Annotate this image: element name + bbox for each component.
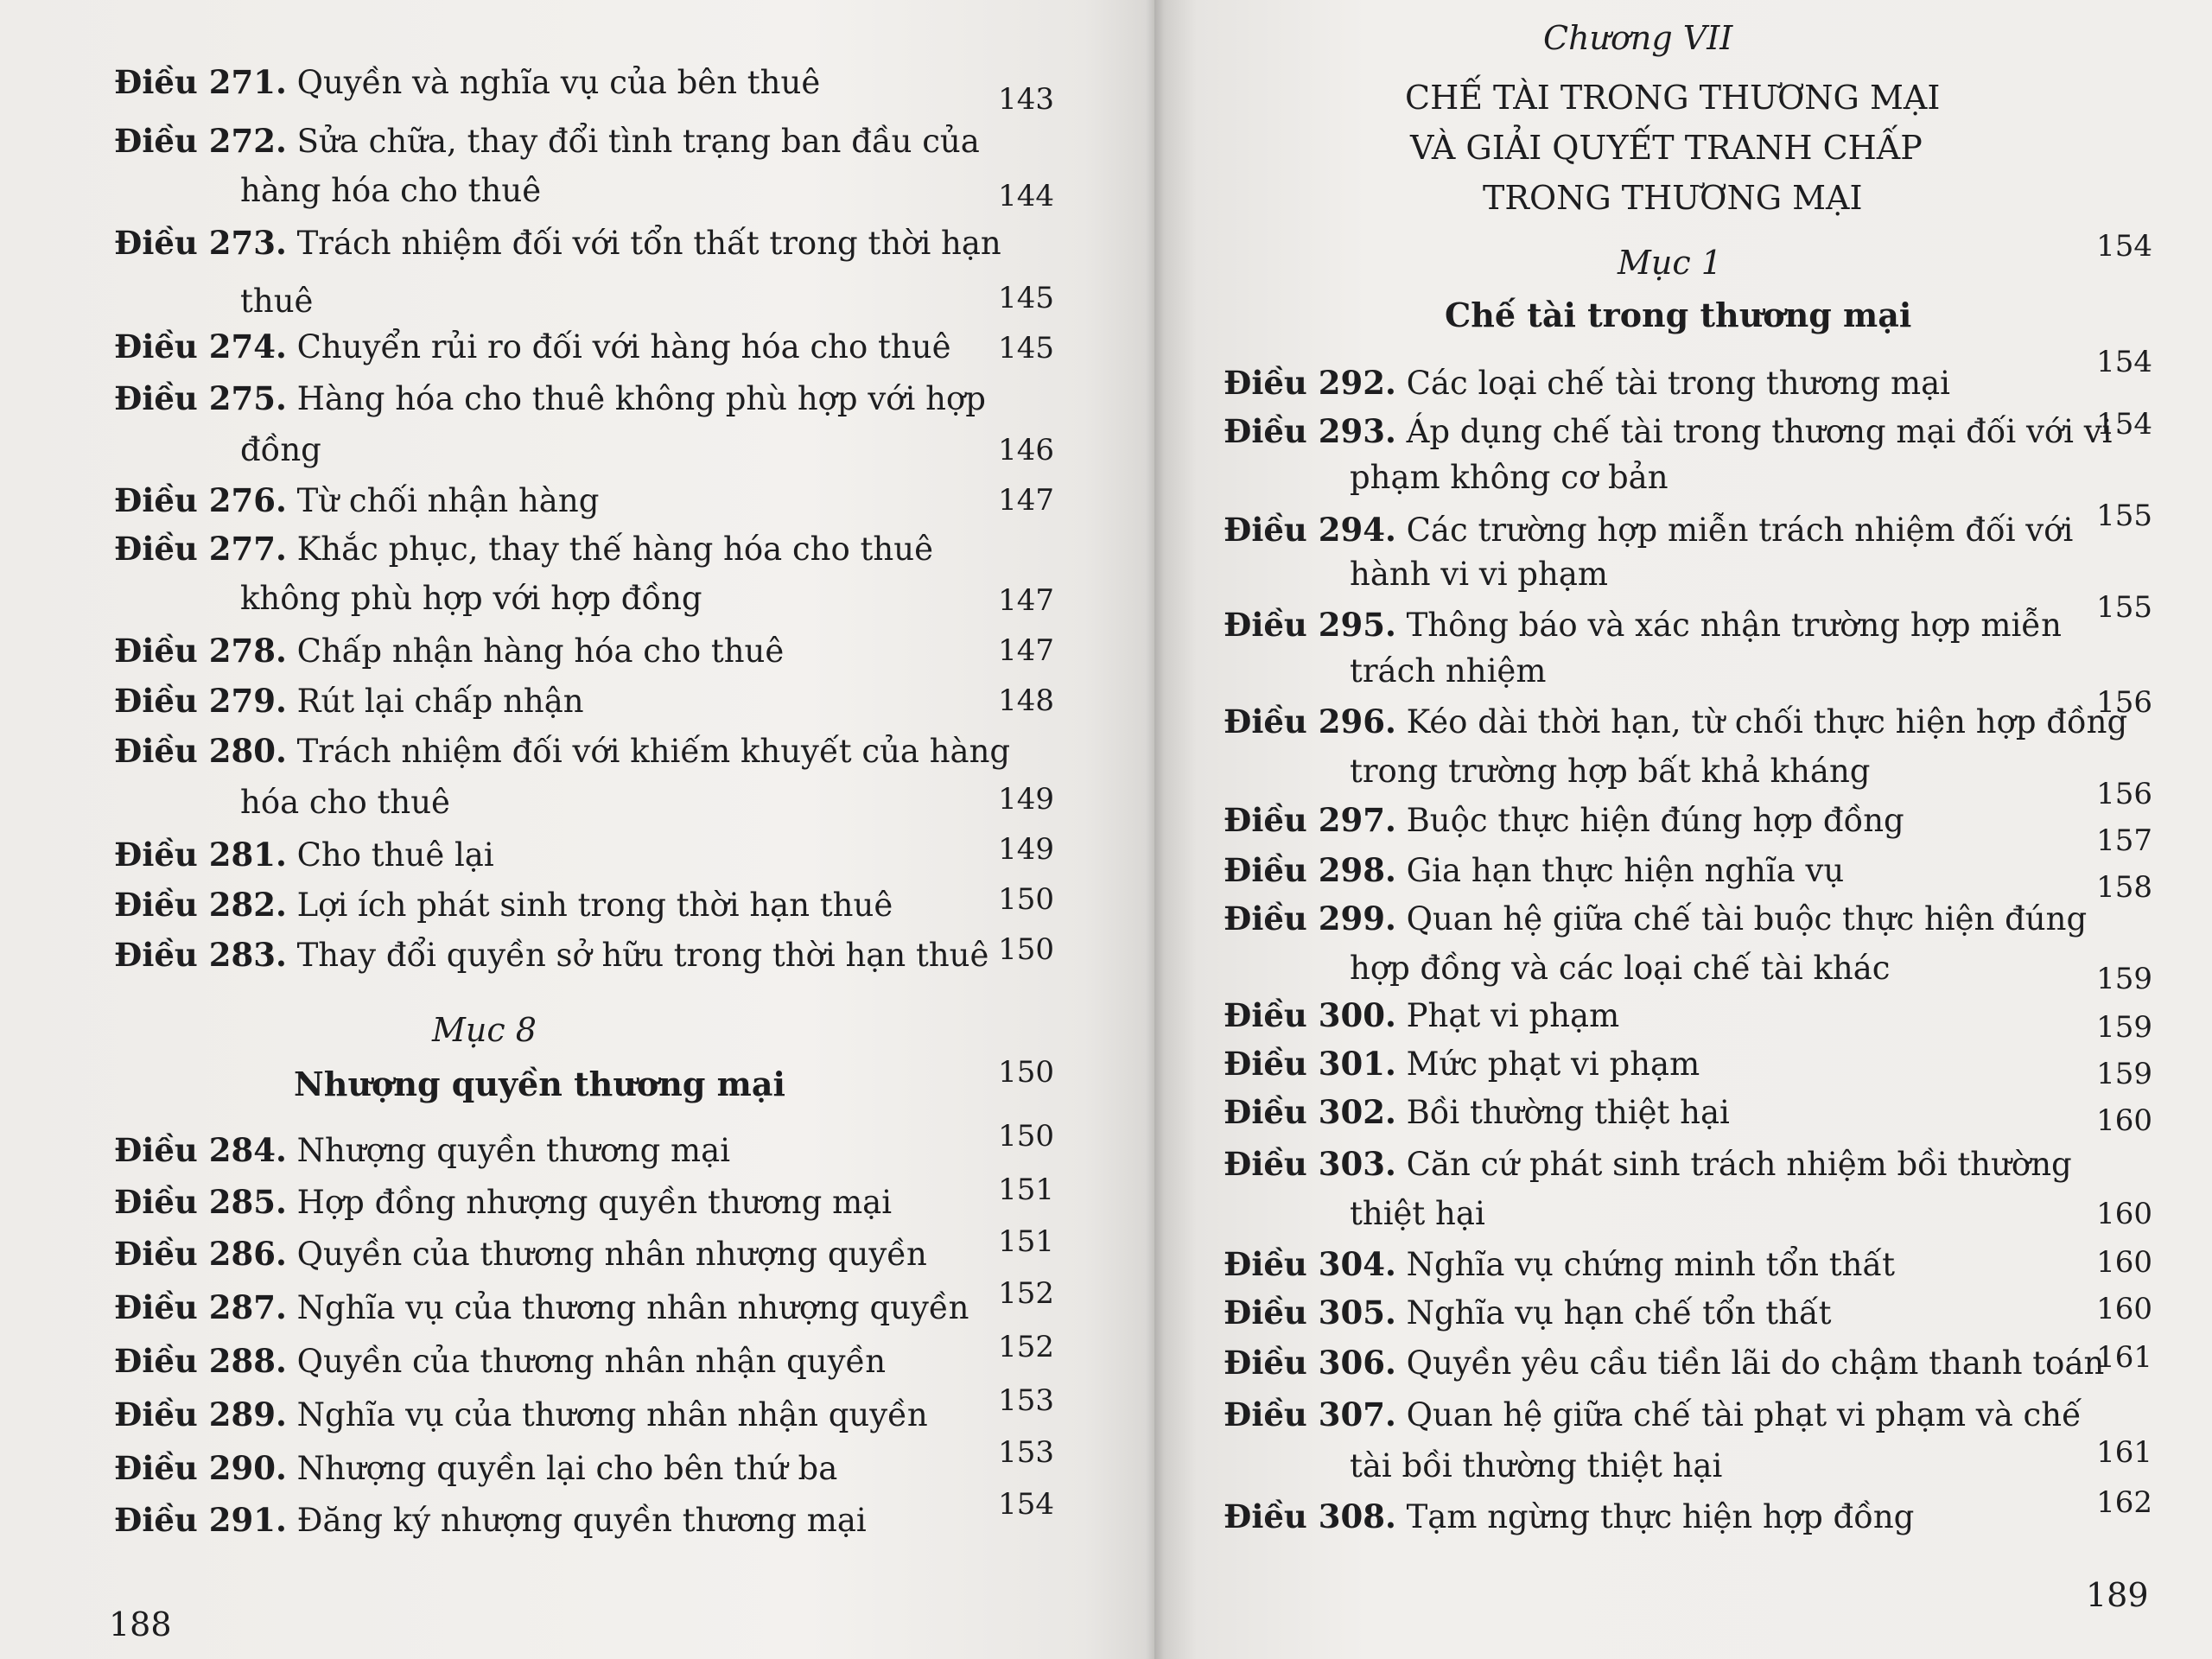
article-title: Mức phạt vi phạm [1406, 1046, 1700, 1083]
right-page [1154, 0, 2212, 1659]
page-number: 150 [998, 1119, 1054, 1154]
article-title: Hàng hóa cho thuê không phù hợp với hợp [296, 380, 986, 417]
article-number: Điều 298. [1224, 851, 1396, 889]
article-title: Rút lại chấp nhận [296, 683, 584, 720]
page-number: 149 [998, 832, 1054, 867]
toc-entry-continuation: đồng [240, 431, 321, 468]
toc-entry [1224, 800, 1904, 841]
article-title: Thông báo và xác nhận trường hợp miễn [1406, 607, 2062, 644]
article-title: Khắc phục, thay thế hàng hóa cho thuê [296, 531, 933, 568]
page-number: 146 [998, 433, 1054, 467]
article-title: Tạm ngừng thực hiện hợp đồng [1406, 1498, 1915, 1535]
article-number: Điều 288. [114, 1342, 287, 1380]
article-title: Cho thuê lại [296, 836, 494, 874]
article-number: Điều 294. [1224, 511, 1396, 549]
toc-entry [1224, 1343, 2104, 1383]
toc-entry-continuation: trách nhiệm [1350, 652, 1547, 690]
article-title: Nghĩa vụ hạn chế tổn thất [1406, 1294, 1832, 1332]
toc-entry [114, 1395, 928, 1435]
article-title: Đăng ký nhượng quyền thương mại [296, 1502, 867, 1539]
article-number: Điều 283. [114, 936, 287, 974]
toc-entry [1224, 363, 1950, 404]
page-number: 159 [2096, 1010, 2152, 1045]
article-number: Điều 289. [114, 1395, 287, 1433]
toc-entry [114, 1287, 969, 1328]
toc-entry-continuation: hợp đồng và các loại chế tài khác [1350, 950, 1891, 987]
article-number: Điều 292. [1224, 364, 1396, 402]
article-title: Phạt vi phạm [1406, 997, 1620, 1034]
article-title: Từ chối nhận hàng [296, 482, 600, 519]
page-number: 145 [998, 331, 1054, 365]
chapter-label: Chương VII [1543, 19, 1733, 57]
article-title: Các trường hợp miễn trách nhiệm đối với [1406, 512, 2074, 549]
section-label: Mục 1 [1618, 244, 1722, 282]
page-number: 150 [998, 932, 1054, 967]
article-title: Quan hệ giữa chế tài buộc thực hiện đúng [1406, 900, 2088, 938]
page-number: 155 [2096, 590, 2152, 625]
toc-entry [114, 885, 893, 925]
article-title: Hợp đồng nhượng quyền thương mại [296, 1184, 893, 1221]
article-number: Điều 302. [1224, 1093, 1396, 1131]
article-number: Điều 306. [1224, 1344, 1396, 1382]
page-number: 154 [2096, 407, 2152, 442]
section-title: Nhượng quyền thương mại [294, 1065, 785, 1103]
toc-entry [1224, 702, 2127, 742]
article-title: Buộc thực hiện đúng hợp đồng [1406, 802, 1904, 839]
article-number: Điều 278. [114, 632, 287, 670]
article-title: Trách nhiệm đối với tổn thất trong thời hạn [296, 225, 1001, 262]
article-title: Quyền của thương nhân nhượng quyền [296, 1236, 927, 1273]
article-number: Điều 303. [1224, 1145, 1396, 1183]
page-number: 153 [998, 1435, 1054, 1470]
toc-entry [114, 731, 1010, 772]
toc-entry [1224, 1395, 2082, 1435]
toc-entry [114, 529, 933, 569]
article-title: Quyền và nghĩa vụ của bên thuê [296, 64, 821, 101]
article-title: Nghĩa vụ của thương nhân nhượng quyền [296, 1289, 969, 1326]
article-number: Điều 291. [114, 1501, 287, 1539]
article-number: Điều 282. [114, 886, 287, 924]
toc-entry-continuation: không phù hợp với hợp đồng [240, 580, 702, 617]
page-number: 155 [2096, 499, 2152, 533]
article-title: Lợi ích phát sinh trong thời hạn thuê [296, 887, 893, 924]
article-number: Điều 297. [1224, 801, 1396, 839]
article-number: Điều 285. [114, 1183, 287, 1221]
article-number: Điều 279. [114, 682, 287, 720]
article-number: Điều 284. [114, 1131, 287, 1169]
page-number: 147 [998, 583, 1054, 618]
article-number: Điều 290. [114, 1449, 287, 1487]
article-number: Điều 286. [114, 1235, 287, 1273]
article-number: Điều 299. [1224, 899, 1396, 938]
toc-entry [114, 223, 1001, 264]
toc-entry [114, 631, 784, 671]
page-number: 157 [2096, 823, 2152, 858]
article-title: Quyền yêu cầu tiền lãi do chậm thanh toán [1406, 1344, 2105, 1382]
article-title: Sửa chữa, thay đổi tình trạng ban đầu của [296, 123, 980, 160]
page-number: 154 [2096, 345, 2152, 379]
chapter-title-line: VÀ GIẢI QUYẾT TRANH CHẤP [1410, 129, 1923, 167]
toc-entry [1224, 1092, 1730, 1133]
toc-entry-continuation: hóa cho thuê [240, 784, 450, 821]
article-number: Điều 308. [1224, 1497, 1396, 1535]
page-number: 152 [998, 1330, 1054, 1364]
article-title: Trách nhiệm đối với khiếm khuyết của hàng [296, 733, 1011, 770]
toc-entry-continuation: hành vi vi phạm [1350, 556, 1608, 593]
toc-entry [1224, 1244, 1895, 1285]
toc-entry [114, 835, 494, 875]
article-number: Điều 287. [114, 1288, 287, 1326]
article-number: Điều 272. [114, 122, 287, 160]
toc-entry [1224, 605, 2062, 645]
article-number: Điều 305. [1224, 1294, 1396, 1332]
article-number: Điều 271. [114, 63, 287, 101]
page-number: 149 [998, 782, 1054, 817]
section-label: Mục 8 [432, 1011, 537, 1049]
article-title: Nhượng quyền lại cho bên thứ ba [296, 1450, 838, 1487]
toc-entry [114, 327, 950, 367]
article-number: Điều 276. [114, 481, 287, 519]
article-title: Nghĩa vụ chứng minh tổn thất [1406, 1246, 1895, 1283]
article-title: Chuyển rủi ro đối với hàng hóa cho thuê [296, 328, 951, 365]
article-title: Quan hệ giữa chế tài phạt vi phạm và chế [1406, 1396, 2082, 1433]
page-number: 160 [2096, 1245, 2152, 1280]
article-title: Chấp nhận hàng hóa cho thuê [296, 632, 785, 670]
article-number: Điều 300. [1224, 996, 1396, 1034]
toc-entry [1224, 510, 2073, 550]
toc-entry [114, 935, 988, 976]
article-title: Áp dụng chế tài trong thương mại đối với vi [1406, 413, 2113, 450]
toc-entry [114, 480, 599, 521]
toc-entry [1224, 899, 2087, 939]
page-number: 151 [998, 1173, 1054, 1207]
page-number: 162 [2096, 1485, 2152, 1520]
article-title: Gia hạn thực hiện nghĩa vụ [1406, 852, 1845, 889]
toc-entry [1224, 1044, 1700, 1084]
toc-entry [114, 62, 820, 103]
toc-entry-continuation: thuê [240, 283, 314, 320]
page-number: 159 [2096, 962, 2152, 996]
article-title: Bồi thường thiệt hại [1406, 1094, 1730, 1131]
page-number: 154 [2096, 229, 2152, 264]
page-number: 153 [998, 1383, 1054, 1418]
article-number: Điều 277. [114, 530, 287, 568]
section-title: Chế tài trong thương mại [1445, 296, 1912, 334]
toc-entry-continuation: phạm không cơ bản [1350, 459, 1669, 496]
toc-entry [114, 1500, 867, 1541]
page-number: 160 [2096, 1197, 2152, 1231]
article-number: Điều 280. [114, 732, 287, 770]
article-number: Điều 301. [1224, 1045, 1396, 1083]
article-number: Điều 304. [1224, 1245, 1396, 1283]
page-number: 160 [2096, 1292, 2152, 1326]
toc-entry [1224, 1293, 1832, 1333]
article-number: Điều 274. [114, 327, 287, 365]
article-number: Điều 307. [1224, 1395, 1396, 1433]
page-number: 156 [2096, 777, 2152, 811]
toc-entry-continuation: tài bồi thường thiệt hại [1350, 1447, 1723, 1484]
toc-entry-continuation: trong trường hợp bất khả kháng [1350, 753, 1871, 790]
toc-entry [1224, 850, 1844, 891]
page-number: 147 [998, 483, 1054, 518]
page-number: 144 [998, 179, 1054, 213]
article-title: Thay đổi quyền sở hữu trong thời hạn thuê [296, 937, 989, 974]
page-number: 147 [998, 633, 1054, 668]
article-title: Nhượng quyền thương mại [296, 1132, 731, 1169]
toc-entry [1224, 411, 2113, 452]
article-number: Điều 296. [1224, 702, 1396, 741]
toc-entry [1224, 1497, 1914, 1537]
page-number: 154 [998, 1487, 1054, 1522]
page-number: 152 [998, 1276, 1054, 1311]
page-number: 143 [998, 82, 1054, 117]
page-number: 159 [2096, 1057, 2152, 1091]
toc-entry [114, 1234, 927, 1274]
toc-entry [114, 1448, 837, 1489]
toc-entry [114, 121, 980, 162]
toc-entry [114, 1182, 892, 1223]
article-title: Căn cứ phát sinh trách nhiệm bồi thường [1406, 1146, 2072, 1183]
page-number: 150 [998, 1055, 1054, 1090]
page-number: 151 [998, 1224, 1054, 1259]
page-number: 150 [998, 882, 1054, 917]
article-title: Nghĩa vụ của thương nhân nhận quyền [296, 1396, 928, 1433]
chapter-title-line: TRONG THƯƠNG MẠI [1483, 179, 1863, 217]
article-number: Điều 275. [114, 379, 287, 417]
page-number: 148 [998, 683, 1054, 718]
toc-entry [114, 378, 986, 419]
chapter-title-line: CHẾ TÀI TRONG THƯƠNG MẠI [1405, 79, 1941, 117]
article-number: Điều 293. [1224, 412, 1396, 450]
toc-entry [114, 1341, 886, 1382]
article-title: Kéo dài thời hạn, từ chối thực hiện hợp đồng [1406, 703, 2128, 741]
page-folio-right: 189 [2086, 1576, 2149, 1614]
page-folio-left: 188 [109, 1605, 172, 1643]
page-number: 161 [2096, 1340, 2152, 1375]
toc-entry-continuation: thiệt hại [1350, 1195, 1485, 1232]
page-number: 158 [2096, 870, 2152, 905]
toc-entry-continuation: hàng hóa cho thuê [240, 172, 542, 209]
article-number: Điều 295. [1224, 606, 1396, 644]
page-number: 160 [2096, 1103, 2152, 1138]
toc-entry [1224, 1144, 2072, 1185]
page-number: 161 [2096, 1435, 2152, 1470]
toc-entry [1224, 995, 1619, 1036]
toc-entry [114, 681, 584, 721]
page-number: 145 [998, 281, 1054, 315]
article-title: Quyền của thương nhân nhận quyền [296, 1343, 887, 1380]
article-number: Điều 273. [114, 224, 287, 262]
article-number: Điều 281. [114, 836, 287, 874]
article-title: Các loại chế tài trong thương mại [1406, 365, 1950, 402]
page-number: 156 [2096, 685, 2152, 720]
toc-entry [114, 1130, 730, 1171]
